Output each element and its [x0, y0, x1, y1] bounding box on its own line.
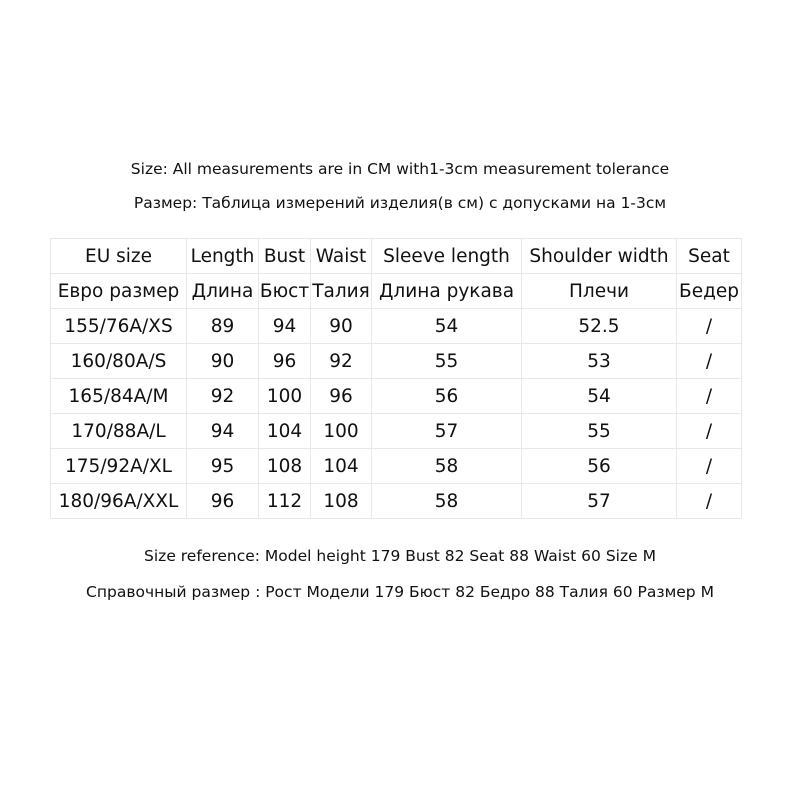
- table-cell: 92: [311, 344, 372, 379]
- header-cell: Бюст: [259, 274, 311, 309]
- table-cell: 170/88A/L: [51, 414, 187, 449]
- table-cell: 56: [522, 449, 677, 484]
- table-row: [51, 344, 742, 379]
- table-cell: 160/80A/S: [51, 344, 187, 379]
- table-cell: 58: [372, 484, 522, 519]
- table-cell: 100: [311, 414, 372, 449]
- header-cell: Бедер: [677, 274, 742, 309]
- table-cell: 54: [372, 309, 522, 344]
- header-cell: Длина: [187, 274, 259, 309]
- table-cell: 53: [522, 344, 677, 379]
- table-cell: /: [677, 379, 742, 414]
- header-cell: Длина рукава: [372, 274, 522, 309]
- header-cell: Евро размер: [51, 274, 187, 309]
- size-table: [50, 238, 742, 519]
- table-cell: 100: [259, 379, 311, 414]
- table-row: [51, 379, 742, 414]
- model-reference-en: Size reference: Model height 179 Bust 82 Seat 88 Waist 60 Size M: [144, 547, 656, 565]
- table-cell: 90: [311, 309, 372, 344]
- table-cell: 96: [259, 344, 311, 379]
- table-cell: 94: [187, 414, 259, 449]
- table-cell: 57: [372, 414, 522, 449]
- table-row: [51, 449, 742, 484]
- table-cell: 108: [259, 449, 311, 484]
- table-cell: 104: [311, 449, 372, 484]
- table-cell: 54: [522, 379, 677, 414]
- table-cell: /: [677, 449, 742, 484]
- header-cell: Waist: [311, 239, 372, 274]
- model-reference-ru: Справочный размер : Рост Модели 179 Бюст 82 Бедро 88 Талия 60 Размер M: [86, 583, 714, 601]
- table-cell: 52.5: [522, 309, 677, 344]
- header-cell: Талия: [311, 274, 372, 309]
- table-cell: 56: [372, 379, 522, 414]
- table-cell: 155/76A/XS: [51, 309, 187, 344]
- table-cell: 96: [187, 484, 259, 519]
- table-cell: 180/96A/XXL: [51, 484, 187, 519]
- table-cell: 165/84A/M: [51, 379, 187, 414]
- table-cell: 112: [259, 484, 311, 519]
- table-cell: /: [677, 344, 742, 379]
- table-cell: 94: [259, 309, 311, 344]
- table-cell: 90: [187, 344, 259, 379]
- table-cell: /: [677, 414, 742, 449]
- table-row: [51, 414, 742, 449]
- measurement-note-en: Size: All measurements are in CM with1-3cm measurement tolerance: [130, 160, 670, 178]
- table-cell: 58: [372, 449, 522, 484]
- table-cell: 57: [522, 484, 677, 519]
- header-cell: EU size: [51, 239, 187, 274]
- header-cell: Bust: [259, 239, 311, 274]
- table-cell: 55: [372, 344, 522, 379]
- header-cell: Length: [187, 239, 259, 274]
- header-cell: Плечи: [522, 274, 677, 309]
- header-cell: Shoulder width: [522, 239, 677, 274]
- table-row: [51, 484, 742, 519]
- table-cell: /: [677, 309, 742, 344]
- header-cell: Seat: [677, 239, 742, 274]
- table-cell: 108: [311, 484, 372, 519]
- table-cell: 89: [187, 309, 259, 344]
- table-cell: 96: [311, 379, 372, 414]
- header-row-en: [51, 239, 742, 274]
- header-row-ru: [51, 274, 742, 309]
- table-cell: 55: [522, 414, 677, 449]
- table-cell: 95: [187, 449, 259, 484]
- measurement-note-ru: Размер: Таблица измерений изделия(в см) с допусками на 1-3см: [133, 194, 667, 212]
- table-cell: 175/92A/XL: [51, 449, 187, 484]
- table-cell: 104: [259, 414, 311, 449]
- table-row: [51, 309, 742, 344]
- table-cell: 92: [187, 379, 259, 414]
- table-cell: /: [677, 484, 742, 519]
- header-cell: Sleeve length: [372, 239, 522, 274]
